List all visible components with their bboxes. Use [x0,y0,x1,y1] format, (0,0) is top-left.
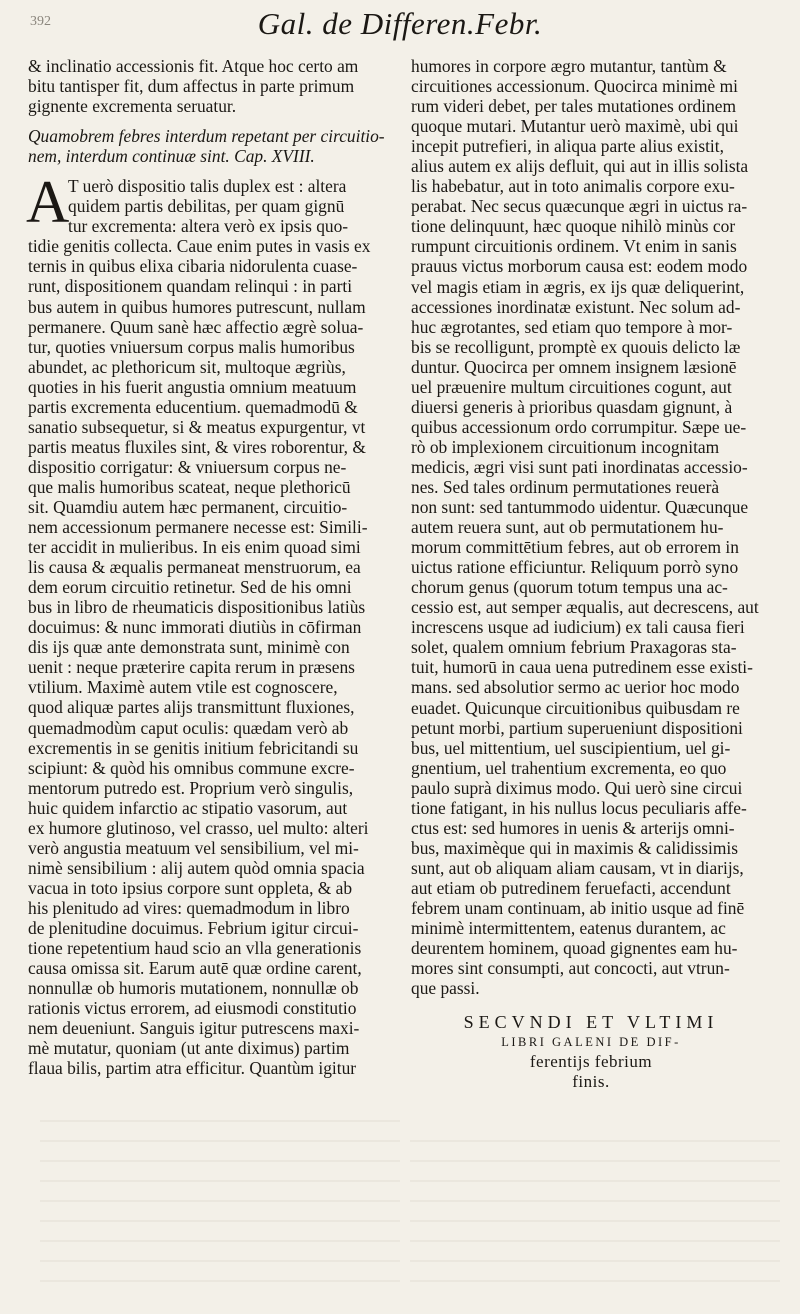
text-line: mans. sed absolutior sermo ac uerior hoc modo [411,677,740,698]
text-line: dem eorum circuitio retinetur. Sed de his omni [28,577,352,598]
text-line: mentorum putredo est. Proprium verò singulis, [28,777,354,798]
text-line: euadet. Quicunque circuitionibus quibusdam re [411,697,740,718]
text-line: morum committētium febres, aut ob errorem in [411,537,739,558]
text-line: petunt morbi, partium superueniunt dispositioni [411,717,743,738]
text-line: partis meatus fluxiles sint, & vires roborentur, & [28,436,366,457]
text-line: perabat. Nec secus quæcunque ægri in uictus ra- [411,196,748,217]
left-body-text [28,236,398,1078]
text-line: bus in libro de rheumaticis dispositionibus latiùs [28,597,366,618]
right-body-text [411,56,771,998]
text-line: ternis in quibus elixa cibaria nidorulenta cuase- [28,256,358,277]
drop-cap: A [26,169,70,236]
text-line: & inclinatio accessionis fit. Atque hoc certo am [28,56,359,76]
text-line: excrementis in se genitis initium febricitandi su [28,737,359,758]
colophon-line: finis. [572,1072,610,1092]
text-line: quidem partis debilitas, per quam gignū [68,196,345,217]
text-line: T uerò dispositio talis duplex est : altera [68,176,347,197]
text-line: gnentium, uel trahentium excrementa, eo quo [411,757,727,778]
text-line: bus autem in quibus humores putrescunt, nullam [28,296,366,317]
text-line: huc ægrotantes, sed etiam quo tempore à mor- [411,316,733,337]
text-line: uenit : neque præterire capita rerum in præsens [28,657,355,678]
text-line: quibus accessionum ordo corrumpitur. Sæpe ue- [411,416,747,437]
text-line: rum videri debet, per tales mutationes ordinem [411,96,737,117]
text-line: chorum genus (quorum totum tempus una ac- [411,577,728,598]
text-line: prauus victus morborum causa est: eodem modo [411,256,748,277]
text-line: rationis victus errorem, ad eiusmodi constitutio [28,998,357,1019]
text-line: ex humore glutinoso, vel crasso, uel multo: alteri [28,817,369,838]
text-line: nem deueniunt. Sanguis igitur putrescens maxi- [28,1018,360,1039]
text-line: febrem unam continuam, ab initio usque ad finē [411,897,745,918]
text-line: tione repetentium haud scio an vlla generationis [28,938,362,959]
text-line: huic quidem infarctio ac stipatio vasorum, aut [28,797,348,818]
dropcap-paragraph [26,169,398,237]
text-line: tione fatigant, in his nullus locus peculiaris affe- [411,797,747,818]
text-line: accessiones inordinatæ existunt. Nec solum ad- [411,296,741,317]
bleed-through-texture [410,1140,780,1290]
text-line: autem reuera sunt, aut ob permutationem hu- [411,517,724,538]
text-line: lis habebatur, aut in toto animalis corpore exu- [411,176,735,197]
text-line: tione delinquunt, hæc quoque nihilò minùs cor [411,216,736,237]
left-top-lines [28,56,398,116]
page-number: 392 [30,14,51,29]
text-line: tuit, humorū in caua uena putredinem esse existi- [411,657,753,678]
text-line: incepit putrefieri, in aliqua parte alius existit, [411,136,724,157]
text-line: sit. Quamdiu autem hæc permanent, circuitio- [28,496,348,517]
chapter-heading-line: nem, interdum continuæ sint. Cap. XVIII. [28,146,315,167]
text-line: diuersi generis à prioribus quasdam gignunt, à [411,396,733,417]
text-line: deurentem hominem, quoad gignentes eam hu- [411,938,738,959]
text-line: uictus ratione efficiuntur. Reliquum porrò syno [411,557,739,578]
text-line: nonnullæ ob humoris mutationem, nonnullæ ob [28,978,359,999]
text-line: ctus est: sed humores in uenis & arterijs omni- [411,817,735,838]
text-line: tidie genitis collecta. Caue enim putes in vasis ex [28,236,371,257]
text-line: vtilium. Maximè autem vtile est cognoscere, [28,677,338,698]
text-line: que malis humoribus scateat, neque plethoricū [28,476,351,497]
colophon [411,1012,771,1092]
text-line: verò angustia meatuum vel sensibilium, vel mi- [28,837,359,858]
text-line: bus, uel mittentium, uel suscipientium, uel gi- [411,737,731,758]
text-line: sanatio subsequetur, si & meatus expurgentur, vt [28,416,366,437]
text-line: gignente excrementa seruatur. [28,96,237,117]
text-line: bus, maximèque qui in maximis & calidissimis [411,837,739,858]
text-line: dis ijs quæ ante demonstrata sunt, minimè con [28,637,350,658]
text-line: nimè sensibilium : alij autem quòd omnia spacia [28,857,365,878]
text-line: nes. Sed tales ordinum permutationes reuerà [411,476,720,497]
text-line: partis excrementa educentium. quemadmodū & [28,396,358,417]
text-line: sunt, aut ob aliquam aliam causam, vt in diarijs, [411,857,744,878]
bleed-through-texture [40,1120,400,1290]
text-line: aut etiam ob putredinem feruefacti, accendunt [411,877,731,898]
text-line: flaua bilis, partim atra efficitur. Quantùm igitur [28,1058,357,1079]
colophon-line: SECVNDI ET VLTIMI [463,1012,719,1033]
text-line: quoties in his fuerit angustia omnium meatuum [28,376,357,397]
text-line: scipiunt: & quòd his omnibus commune excre- [28,757,355,778]
text-line: bis se recolligunt, promptè ex quouis delicto læ [411,336,741,357]
text-line: vacua in toto ipsius corpore sunt oppleta, & ab [28,877,353,898]
text-line: rò ob implexionem circuitionum incognitam [411,436,720,457]
text-line: minimè intermittentem, eatenus durantem, ac [411,918,726,939]
text-line: abundet, ac plethoricum sit, multoque ægriùs, [28,356,346,377]
text-line: humores in corpore ægro mutantur, tantùm & [411,56,727,76]
text-line: de plenitudine docuimus. Febrium igitur circui- [28,917,359,938]
text-line: tur, quoties vniuersum corpus malis humoribus [28,336,355,357]
text-line: lis causa & æqualis permaneat menstruorum, ea [28,557,361,578]
text-line: solet, qualem omnium febrium Praxagoras sta- [411,637,737,658]
text-line: dispositio corrigatur: & vniuersum corpus ne- [28,456,347,477]
text-line: que passi. [411,978,480,999]
text-line: increscens usque ad iudicium) ex tali causa fieri [411,617,745,638]
text-line: bitu tantisper fit, dum affectus in parte primum [28,76,355,97]
colophon-line: ferentijs febrium [529,1052,653,1072]
text-line: ter accidit in mulieribus. In eis enim quoad simi [28,537,361,558]
text-line: cessio est, aut semper æqualis, aut decrescens, aut [411,597,759,618]
text-line: permanere. Quum sanè hæc affectio ægrè solua- [28,316,364,337]
text-line: mores sint consumpti, aut concocti, aut vtrun- [411,958,730,979]
text-line: non sunt: sed tantummodo uidentur. Quæcunque [411,497,749,518]
text-line: docuimus: & nunc immorati diutiùs in cōfirman [28,617,362,638]
chapter-heading-line: Quamobrem febres interdum repetant per circuitio- [28,126,385,147]
colophon-line: LIBRI GALENI DE DIF- [501,1035,681,1050]
text-line: quoque mutari. Mutantur uerò maximè, ubi qui [411,116,739,137]
running-title: Gal. de Differen.Febr. [257,6,543,41]
text-line: uel præuenire multum circuitiones cogunt, aut [411,376,732,397]
text-line: duntur. Quocirca per omnem insignem læsionē [411,356,737,377]
text-line: rumpunt circuitionis ordinem. Vt enim in sanis [411,236,737,257]
text-line: quod aliquæ partes alijs transmittunt fluxiones, [28,697,355,718]
text-line: runt, dispositionem quandam relinqui : in parti [28,276,353,297]
text-line: vel magis etiam in ægris, ex ijs quæ deliquerint, [411,276,745,297]
text-line: alius autem ex alijs defluit, qui aut in illis solista [411,156,749,177]
text-line: medicis, ægri visi sunt pati inordinatas accessio- [411,456,748,477]
text-line: his plenitudo ad vires: quemadmodum in libro [28,897,350,918]
text-line: nem accessionum permanere necesse est: Simili- [28,517,368,538]
text-line: paulo suprà diximus modo. Qui uerò sine circui [411,777,743,798]
text-line: quemadmodùm caput oculis: quædam verò ab [28,717,349,738]
left-column [28,56,398,1078]
text-line: tur excrementa: altera verò ex ipsis quo- [68,216,349,237]
right-column [411,56,771,1092]
chapter-heading [28,126,398,166]
text-line: circuitiones accessionum. Quocirca minimè mi [411,76,738,97]
text-line: causa omissa sit. Earum autē quæ ordine carent, [28,958,362,979]
text-line: mè mutatur, quoniam (ut ante diximus) partim [28,1038,350,1059]
